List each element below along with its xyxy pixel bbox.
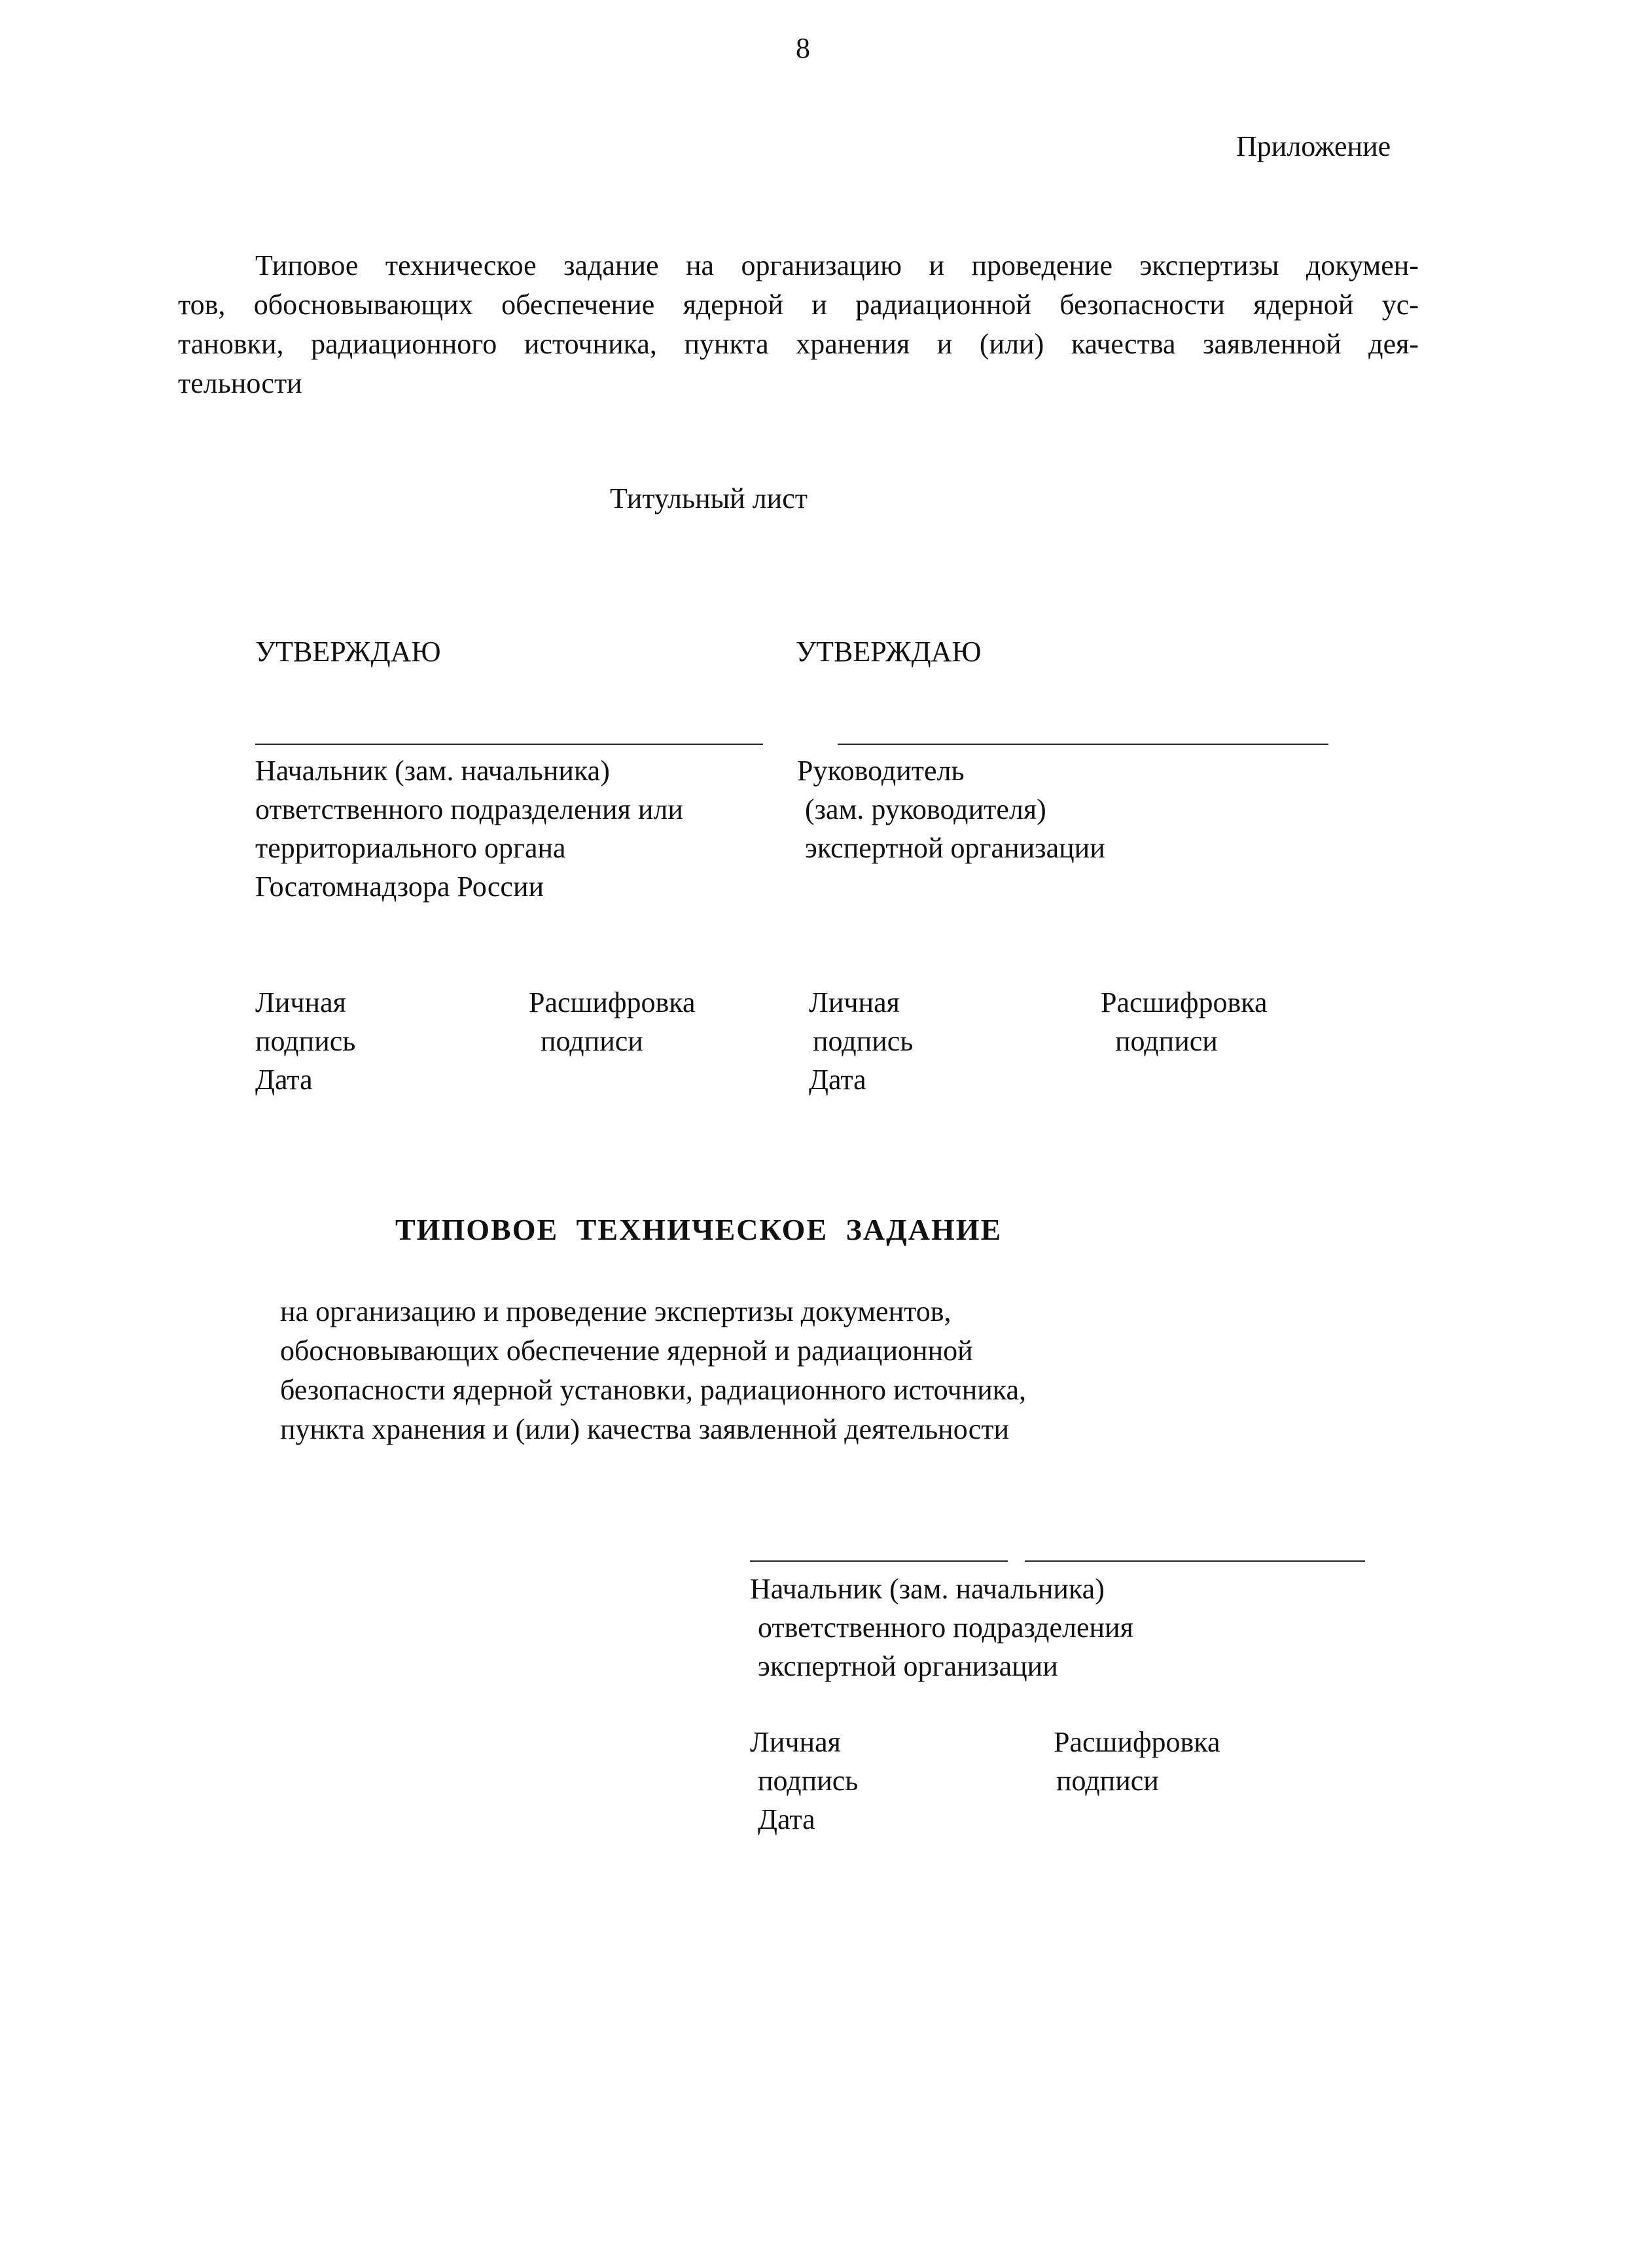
position-line: Госатомнадзора России xyxy=(255,871,544,903)
page-number: 8 xyxy=(796,32,810,64)
approval-right-signature-line xyxy=(838,744,1328,745)
bottom-decode-label xyxy=(1054,1723,1220,1800)
intro-line: тановки, радиационного источника, пункта хранения и (или) качества заявленной дея- xyxy=(178,328,1419,360)
approval-left-heading: УТВЕРЖДАЮ xyxy=(255,636,441,668)
approval-right-position xyxy=(797,751,1105,867)
bottom-signature-line xyxy=(750,1560,1008,1562)
decode-label: подписи xyxy=(1056,1765,1159,1797)
intro-line: тельности xyxy=(178,367,302,399)
decode-label: Расшифровка xyxy=(1054,1726,1220,1758)
date-label: Дата xyxy=(758,1803,815,1835)
approval-right-decode-label xyxy=(1101,983,1267,1060)
position-line: Начальник (зам. начальника) xyxy=(255,755,610,787)
position-line: ответственного подразделения xyxy=(758,1611,1133,1644)
position-line: Руководитель xyxy=(797,755,965,787)
signature-label: Личная xyxy=(750,1726,841,1758)
signature-label: подпись xyxy=(813,1025,914,1057)
date-label: Дата xyxy=(809,1064,866,1096)
intro-paragraph xyxy=(178,246,1419,403)
bottom-decode-line xyxy=(1025,1560,1365,1562)
main-title: ТИПОВОЕ ТЕХНИЧЕСКОЕ ЗАДАНИЕ xyxy=(395,1213,1003,1246)
intro-line: Типовое техническое задание на организацию и проведение экспертизы докумен- xyxy=(255,249,1419,281)
signature-label: Личная xyxy=(809,986,900,1018)
signature-label: подпись xyxy=(255,1025,356,1057)
approval-right-signature-label xyxy=(809,983,913,1099)
subtitle-line: на организацию и проведение экспертизы документов, xyxy=(280,1295,951,1327)
approval-right-heading: УТВЕРЖДАЮ xyxy=(796,636,982,668)
title-page-label: Титульный лист xyxy=(610,482,808,514)
decode-label: Расшифровка xyxy=(529,986,696,1018)
approval-left-signature-label xyxy=(255,983,355,1099)
decode-label: подписи xyxy=(541,1025,643,1057)
signature-label: Личная xyxy=(255,986,346,1018)
date-label: Дата xyxy=(255,1064,313,1096)
signature-label: подпись xyxy=(758,1765,859,1797)
position-line: территориального органа xyxy=(255,832,566,864)
appendix-label: Приложение xyxy=(1236,130,1391,162)
subtitle-line: обосновывающих обеспечение ядерной и радиационной xyxy=(280,1335,973,1367)
decode-label: Расшифровка xyxy=(1101,986,1268,1018)
approval-left-signature-line xyxy=(255,744,763,745)
bottom-signature-label xyxy=(750,1723,858,1839)
position-line: (зам. руководителя) xyxy=(805,793,1046,825)
position-line: Начальник (зам. начальника) xyxy=(750,1573,1105,1605)
intro-line: тов, обосновывающих обеспечение ядерной и радиационной безопасности ядерной ус- xyxy=(178,289,1419,321)
approval-left-position xyxy=(255,751,683,906)
subtitle-line: безопасности ядерной установки, радиационного источника, xyxy=(280,1374,1027,1406)
main-subtitle xyxy=(280,1292,1026,1449)
position-line: экспертной организации xyxy=(805,832,1105,864)
bottom-position xyxy=(750,1570,1133,1685)
position-line: ответственного подразделения или xyxy=(255,793,683,825)
approval-left-decode-label xyxy=(529,983,695,1060)
position-line: экспертной организации xyxy=(758,1650,1058,1682)
decode-label: подписи xyxy=(1115,1025,1218,1057)
subtitle-line: пункта хранения и (или) качества заявленной деятельности xyxy=(280,1413,1010,1445)
